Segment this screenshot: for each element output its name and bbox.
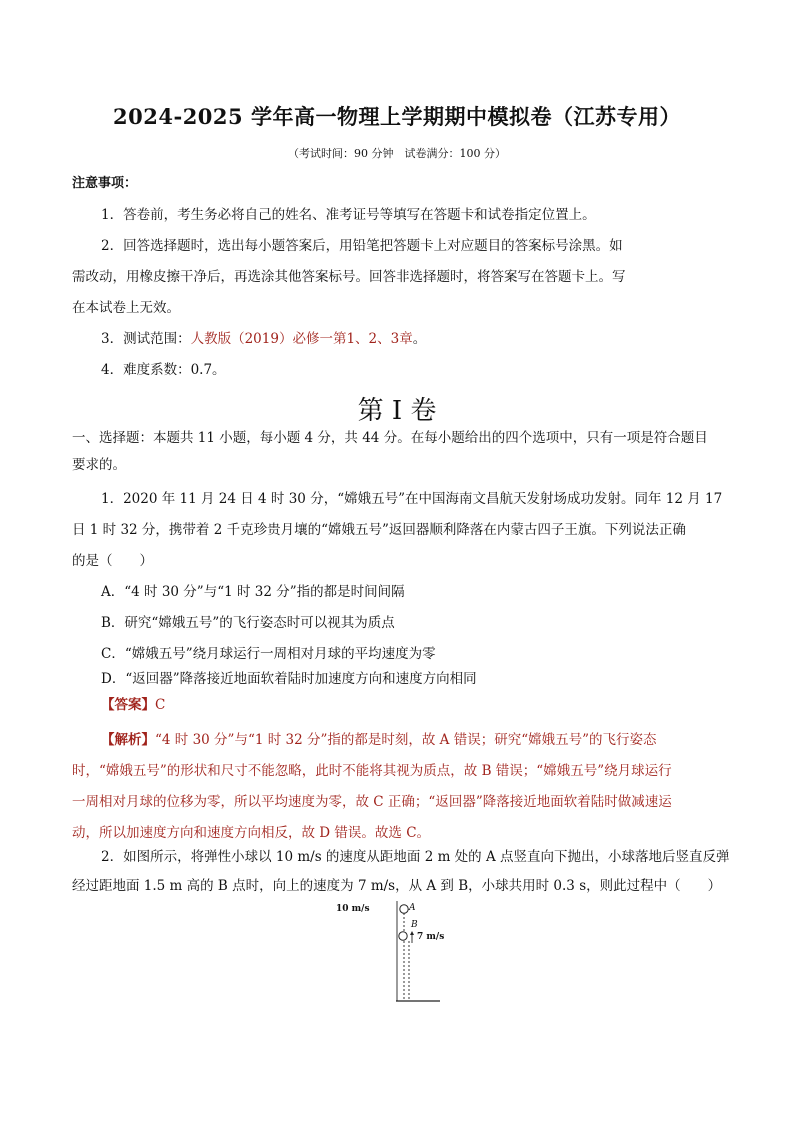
point-label-a: A: [409, 903, 416, 913]
ball-a: [400, 905, 408, 913]
note-item-3: [101, 330, 426, 348]
note-item-2-line-2: 需改动，用橡皮擦干净后，再选涂其他答案标号。回答非选择题时，将答案写在答题卡上。写: [72, 269, 626, 285]
question-1-analysis-line-2: 时，“嫦娥五号”的形状和尺寸不能忽略，此时不能将其视为质点，故 B 错误；“嫦娥五号”绕月球运行: [72, 763, 672, 779]
velocity-up-arrowhead: [410, 931, 414, 935]
note-item-3-prefix: 3．测试范围：: [101, 331, 191, 347]
question-2-stem-line-2: 经过距地面 1.5 m 高的 B 点时，向上的速度为 7 m/s，从 A 到 B，小球共用时 0.3 s，则此过程中（ ）: [72, 878, 722, 894]
question-1-analysis-line-3: 一周相对月球的位移为零，所以平均速度为零，故 C 正确；“返回器”降落接近地面软着陆时做减速运: [72, 794, 672, 810]
answer-value: C: [155, 697, 166, 713]
point-label-b: B: [411, 920, 418, 930]
section-intro-line-2: 要求的。: [72, 457, 126, 473]
question-2-stem-line-1: 2．如图所示，将弹性小球以 10 m/s 的速度从距地面 2 m 处的 A 点竖直向下抛出，小球落地后竖直反弹: [101, 849, 730, 865]
figure-drawing: [356, 897, 456, 1007]
note-item-2-line-3: 在本试卷上无效。: [72, 300, 180, 316]
note-item-4: 4．难度系数：0.7。: [101, 362, 226, 378]
answer-label: 【答案】: [101, 697, 155, 713]
section-heading: 第 I 卷: [357, 396, 437, 426]
ball-b: [399, 932, 407, 940]
note-item-2-line-1: 2．回答选择题时，选出每小题答案后，用铅笔把答题卡上对应题目的答案标号涂黑。如: [101, 238, 623, 254]
question-1-answer: [101, 696, 165, 714]
page-title: 2024-2025 学年高一物理上学期期中模拟卷（江苏专用）: [113, 104, 681, 129]
section-intro-line-1: 一、选择题：本题共 11 小题，每小题 4 分，共 44 分。在每小题给出的四个选项中，只有一项是符合题目: [72, 430, 708, 446]
question-1-analysis-line-1: [101, 731, 657, 749]
question-1-option-b: B．研究“嫦娥五号”的飞行姿态时可以视其为质点: [101, 615, 395, 631]
question-1-option-d: D．“返回器”降落接近地面软着陆时加速度方向和速度方向相同: [101, 671, 477, 687]
note-item-3-suffix: 。: [412, 331, 427, 347]
question-1-stem-line-1: 1．2020 年 11 月 24 日 4 时 30 分，“嫦娥五号”在中国海南文昌航天发射场成功发射。同年 12 月 17: [101, 491, 723, 507]
question-1-stem-line-2: 日 1 时 32 分，携带着 2 千克珍贵月壤的“嫦娥五号”返回器顺利降落在内蒙古四子王旗。下列说法正确: [72, 522, 686, 538]
bouncing-ball-figure: [336, 897, 456, 1007]
question-1-option-c: C．“嫦娥五号”绕月球运行一周相对月球的平均速度为零: [101, 646, 436, 662]
analysis-text-1: “4 时 30 分”与“1 时 32 分”指的都是时刻，故 A 错误；研究“嫦娥五号”的飞行姿态: [155, 732, 657, 748]
analysis-label: 【解析】: [101, 732, 155, 748]
question-1-option-a: A．“4 时 30 分”与“1 时 32 分”指的都是时间间隔: [101, 584, 405, 600]
speed-label-a: 10 m/s: [336, 904, 370, 914]
question-1-stem-line-3: 的是（ ）: [72, 553, 153, 569]
exam-info: （考试时间：90 分钟 试卷满分：100 分）: [288, 147, 506, 160]
note-item-1: 1．答卷前，考生务必将自己的姓名、准考证号等填写在答题卡和试卷指定位置上。: [101, 207, 596, 223]
speed-label-b: 7 m/s: [417, 932, 445, 942]
question-1-analysis-line-4: 动，所以加速度方向和速度方向相反，故 D 错误。故选 C。: [72, 825, 431, 841]
notes-heading: 注意事项：: [72, 176, 138, 191]
test-scope: 人教版（2019）必修一第1、2、3章: [190, 331, 413, 347]
